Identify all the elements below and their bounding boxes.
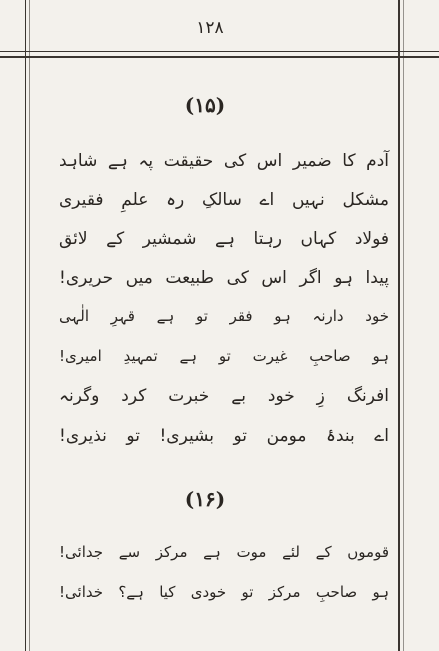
verse-line: پیدا ہو اگر اس کی طبیعت میں حریری!: [59, 268, 389, 288]
verse-line: افرنگ زِ خود بے خبرت کرد وگرنہ: [59, 386, 389, 406]
verse-line: ہو صاحبِ غیرت تو ہے تمہیدِ امیری!: [59, 347, 389, 365]
frame-line-top: [0, 51, 439, 52]
verse-line: قوموں کے لئے موت ہے مرکز سے جدائی!: [59, 543, 389, 561]
frame-line-top-double: [0, 56, 439, 58]
verse-line: آدم کا ضمیر اس کی حقیقت پہ ہے شاہد: [59, 151, 389, 171]
verse-line: مشکل نہیں اے سالکِ رہ علمِ فقیری: [59, 190, 389, 210]
verse-line: خود دارنہ ہو فقر تو ہے قہرِ الٰہی: [59, 307, 389, 325]
page-number: ۱۲۸: [196, 18, 224, 38]
verse-line: فولاد کہاں رہتا ہے شمشیر کے لائق: [59, 229, 389, 249]
frame-line-left-inner: [29, 0, 30, 651]
verse-line: اے بندۂ مومن تو بشیری! تو نذیری!: [59, 426, 389, 446]
verse-line: ہو صاحبِ مرکز تو خودی کیا ہے؟ خدائی!: [59, 583, 389, 601]
section-heading: (۱۶): [184, 487, 226, 511]
frame-line-right-outer: [403, 0, 404, 651]
frame-line-left: [25, 0, 26, 651]
section-heading: (۱۵): [184, 93, 226, 117]
frame-line-right: [398, 0, 400, 651]
